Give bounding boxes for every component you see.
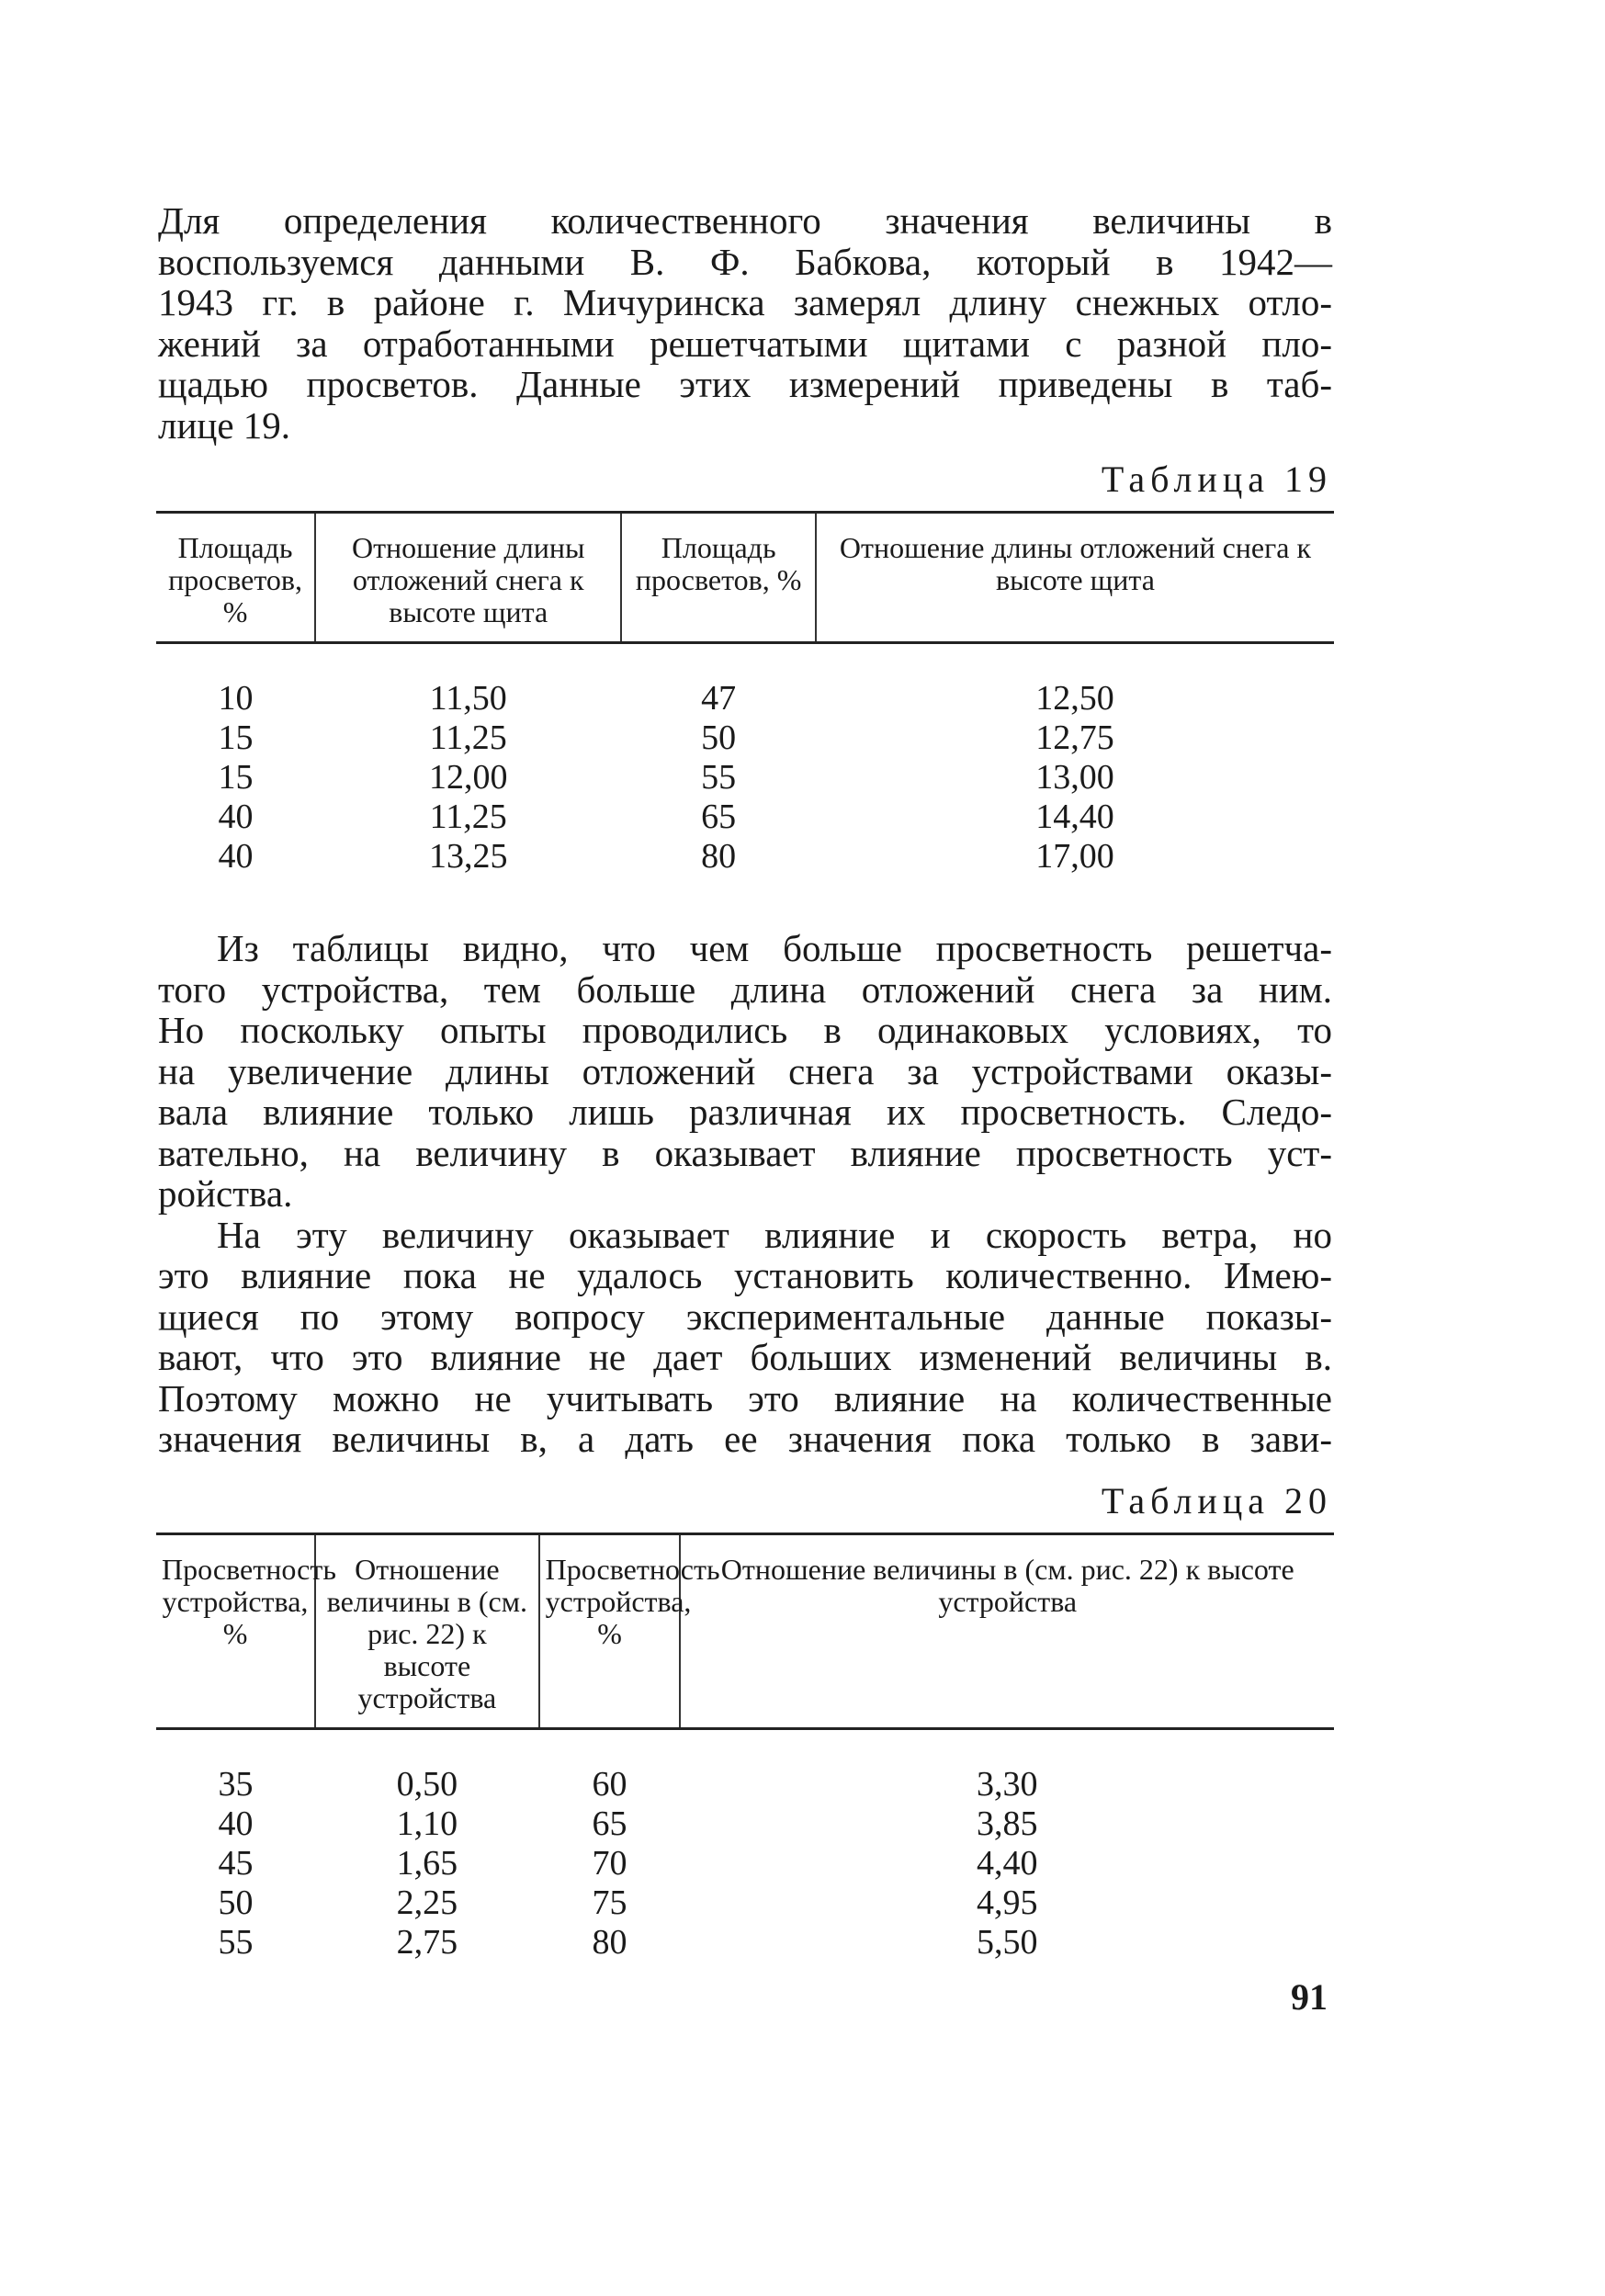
table-cell: 70 [592, 1844, 627, 1883]
text-line: на увеличение длины отложений снега за устройствами оказы- [158, 1049, 1332, 1092]
table-row [156, 837, 1334, 877]
table-cell: 17,00 [1035, 837, 1114, 876]
text-line: Поэтому можно не учитывать это влияние на количественные [158, 1376, 1332, 1419]
table-cell: 2,75 [396, 1923, 458, 1962]
text-line: лице 19. [158, 403, 291, 447]
table-header-row [156, 1534, 1334, 1729]
discussion-paragraphs [158, 928, 1332, 1460]
text-line: воспользуемся данными В. Ф. Бабкова, который в 1942— [158, 240, 1332, 283]
table-row [156, 643, 1334, 719]
table-cell: 3,30 [976, 1765, 1038, 1804]
table-cell: 4,95 [976, 1883, 1038, 1922]
table-row [156, 718, 1334, 758]
table-cell: 10 [218, 679, 254, 718]
text-line: Для определения количественного значения величины в [158, 199, 1332, 242]
table-cell: 2,25 [396, 1883, 458, 1922]
table-cell: 80 [701, 837, 737, 876]
table-cell: 75 [592, 1883, 627, 1922]
text-line: вают, что это влияние не дает больших изменений величины в. [158, 1336, 1332, 1378]
table-cell: 13,00 [1035, 758, 1114, 797]
table-row [156, 1923, 1334, 1962]
table-19 [156, 511, 1334, 877]
table-cell: 11,25 [429, 797, 507, 836]
page-number: 91 [1291, 1976, 1328, 2018]
table-cell: 80 [592, 1923, 627, 1962]
table-cell: 14,40 [1035, 797, 1114, 836]
column-header: Просветность устройства, % [539, 1534, 681, 1729]
table-20-caption: Таблица 20 [1101, 1480, 1332, 1521]
table-cell: 5,50 [976, 1923, 1038, 1962]
column-header: Отношение длины отложений снега к высоте щита [816, 513, 1334, 643]
table-cell: 12,75 [1035, 718, 1114, 757]
text-line: щиеся по этому вопросу экспериментальные данные показы- [158, 1295, 1332, 1338]
column-header: Отношение величины в (см. рис. 22) к высоте устройства [680, 1534, 1334, 1729]
table-cell: 65 [592, 1804, 627, 1843]
table-cell: 15 [218, 718, 254, 757]
text-line: 1943 гг. в районе г. Мичуринска замерял длину снежных отло- [158, 281, 1332, 323]
column-header: Площадь просветов, % [156, 513, 315, 643]
text-line: вательно, на величину в оказывает влияние просветность уст- [158, 1131, 1332, 1174]
table-cell: 0,50 [396, 1765, 458, 1804]
table-row [156, 1883, 1334, 1923]
text-line: вала влияние только лишь различная их просветность. Следо- [158, 1091, 1332, 1133]
table-cell: 47 [701, 679, 737, 718]
table-cell: 3,85 [976, 1804, 1038, 1843]
table-row [156, 1844, 1334, 1883]
table-cell: 55 [701, 758, 737, 797]
table-20 [156, 1533, 1334, 1962]
table-cell: 40 [218, 1804, 254, 1843]
text-line: щадью просветов. Данные этих измерений приведены в таб- [158, 363, 1332, 405]
table-cell: 12,00 [428, 758, 508, 797]
table-row [156, 1729, 1334, 1805]
table-cell: 50 [701, 718, 737, 757]
column-header: Просветность устройства, % [156, 1534, 315, 1729]
table-cell: 60 [592, 1765, 627, 1804]
table-cell: 45 [218, 1844, 254, 1883]
table-cell: 55 [218, 1923, 254, 1962]
text-line: На эту величину оказывает влияние и скорость ветра, но [217, 1213, 1332, 1256]
text-line: это влияние пока не удалось установить количественно. Имею- [158, 1254, 1332, 1296]
text-line: значения величины в, а дать ее значения пока только в зави- [158, 1418, 1332, 1460]
table-cell: 65 [701, 797, 737, 836]
table-cell: 1,65 [396, 1844, 458, 1883]
table-cell: 11,25 [429, 718, 507, 757]
column-header: Отношение длины отложений снега к высоте щита [315, 513, 621, 643]
text-line: Но поскольку опыты проводились в одинаковых условиях, то [158, 1009, 1332, 1051]
table-cell: 40 [218, 797, 254, 836]
table-cell: 1,10 [396, 1804, 458, 1843]
text-line: жений за отработанными решетчатыми щитами с разной пло- [158, 322, 1332, 365]
table-cell: 50 [218, 1883, 254, 1922]
table-cell: 13,25 [428, 837, 508, 876]
table-cell: 12,50 [1035, 679, 1114, 718]
table-cell: 4,40 [976, 1844, 1038, 1883]
table-cell: 15 [218, 758, 254, 797]
text-line: того устройства, тем больше длина отложений снега за ним. [158, 967, 1332, 1011]
intro-paragraph [158, 200, 1332, 446]
column-header: Площадь просветов, % [621, 513, 816, 643]
table-19-caption: Таблица 19 [1101, 458, 1332, 500]
table-cell: 35 [218, 1765, 254, 1804]
text-line: Из таблицы видно, что чем больше просветность решетча- [217, 927, 1332, 969]
table-header-row [156, 513, 1334, 643]
table-cell: 40 [218, 837, 254, 876]
table-row [156, 758, 1334, 797]
text-line: ройства. [158, 1172, 293, 1215]
column-header: Отношение величины в (см. рис. 22) к высоте устройства [315, 1534, 539, 1729]
table-row [156, 797, 1334, 837]
table-row [156, 1804, 1334, 1844]
table-cell: 11,50 [429, 679, 507, 718]
